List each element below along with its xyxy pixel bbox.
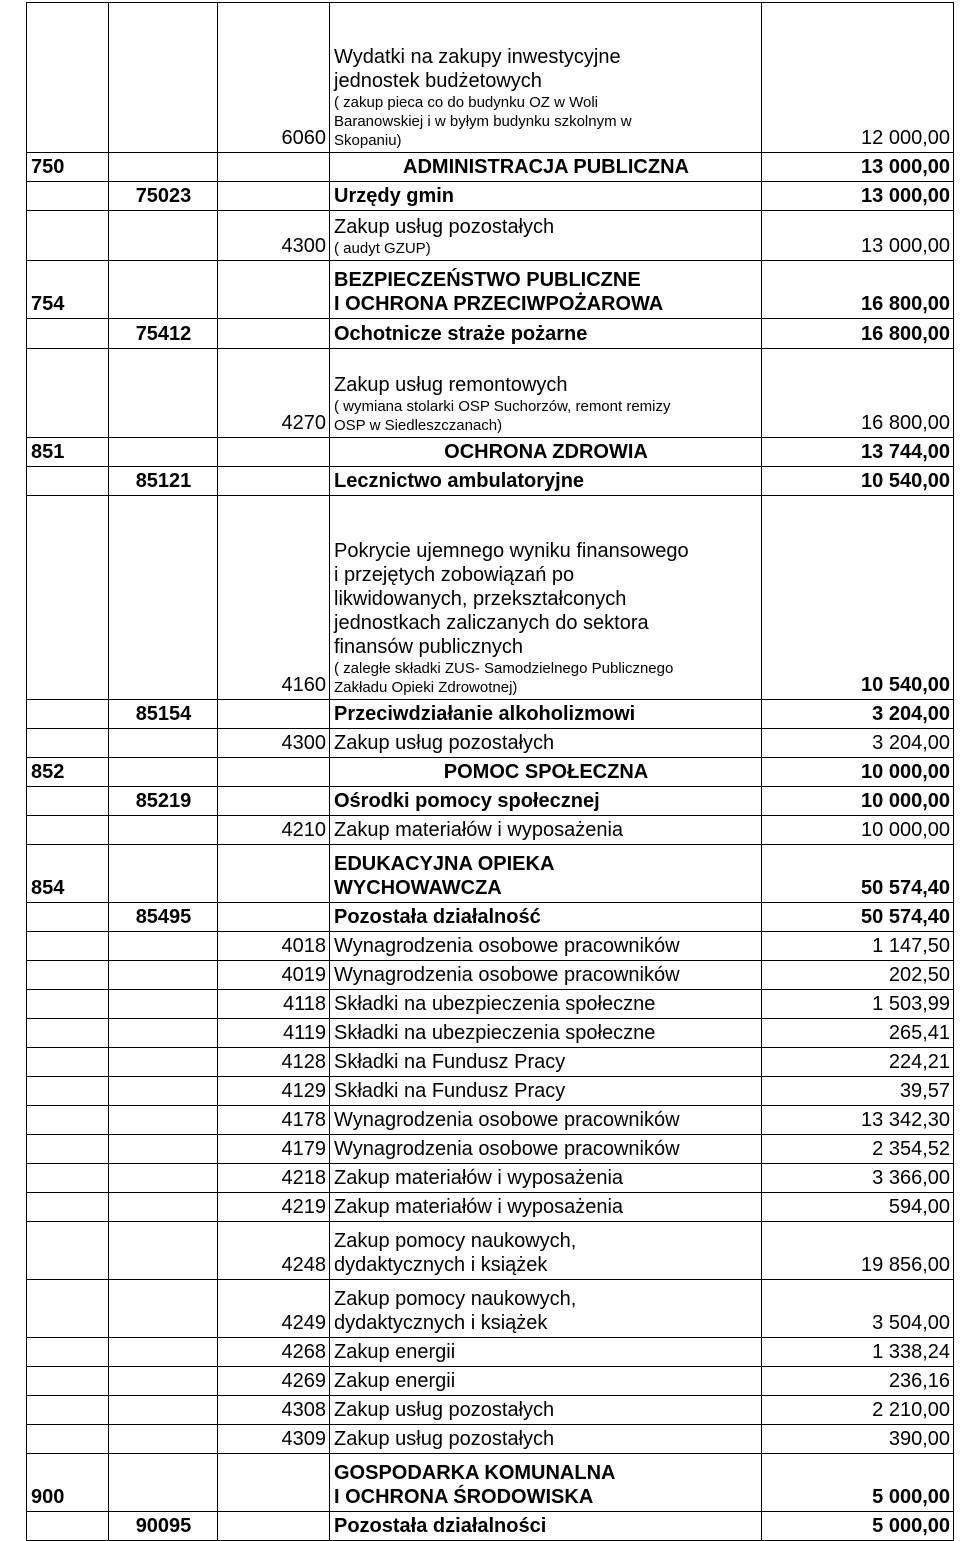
cell-paragraf xyxy=(218,1512,330,1541)
description-line: Zakup pomocy naukowych, xyxy=(334,1230,577,1252)
cell-opis xyxy=(330,349,762,438)
table-row xyxy=(27,787,954,816)
description-line: Wynagrodzenia osobowe pracowników xyxy=(334,1138,680,1160)
cell-paragraf xyxy=(218,758,330,787)
cell-opis xyxy=(330,1077,762,1106)
cell-rozdzial xyxy=(109,961,218,990)
cell-paragraf: 4018 xyxy=(218,932,330,961)
table-row xyxy=(27,467,954,496)
description-line: Składki na ubezpieczenia społeczne xyxy=(334,1022,656,1044)
cell-kwota: 13 342,30 xyxy=(762,1106,954,1135)
description-line: EDUKACYJNA OPIEKA xyxy=(334,853,555,875)
cell-opis xyxy=(330,1425,762,1454)
description-line xyxy=(334,349,758,373)
description-line: likwidowanych, przekształconych xyxy=(334,588,627,610)
description-line: jednostek budżetowych xyxy=(334,70,542,92)
table-row xyxy=(27,1425,954,1454)
table-row xyxy=(27,261,954,319)
cell-opis xyxy=(330,1338,762,1367)
cell-kwota: 13 744,00 xyxy=(762,438,954,467)
cell-rozdzial xyxy=(109,261,218,319)
cell-paragraf xyxy=(218,700,330,729)
cell-paragraf: 4129 xyxy=(218,1077,330,1106)
cell-dzial xyxy=(27,1077,109,1106)
cell-kwota: 2 210,00 xyxy=(762,1396,954,1425)
cell-opis xyxy=(330,845,762,903)
cell-dzial xyxy=(27,729,109,758)
table-row xyxy=(27,903,954,932)
cell-dzial xyxy=(27,903,109,932)
description-line: Wynagrodzenia osobowe pracowników xyxy=(334,1109,680,1131)
cell-dzial: 900 xyxy=(27,1454,109,1512)
table-row xyxy=(27,845,954,903)
cell-rozdzial xyxy=(109,496,218,700)
cell-dzial xyxy=(27,990,109,1019)
cell-kwota: 16 800,00 xyxy=(762,261,954,319)
cell-opis xyxy=(330,990,762,1019)
cell-paragraf xyxy=(218,903,330,932)
cell-opis xyxy=(330,1454,762,1512)
cell-kwota: 13 000,00 xyxy=(762,153,954,182)
cell-kwota: 10 000,00 xyxy=(762,758,954,787)
description-line: Wydatki na zakupy inwestycyjne xyxy=(334,46,621,68)
cell-opis xyxy=(330,903,762,932)
cell-kwota: 1 503,99 xyxy=(762,990,954,1019)
cell-opis xyxy=(330,261,762,319)
description-line: BEZPIECZEŃSTWO PUBLICZNE xyxy=(334,269,641,291)
cell-rozdzial: 90095 xyxy=(109,1512,218,1541)
cell-rozdzial xyxy=(109,816,218,845)
cell-kwota: 16 800,00 xyxy=(762,319,954,349)
table-row xyxy=(27,1077,954,1106)
cell-dzial xyxy=(27,700,109,729)
cell-opis xyxy=(330,182,762,211)
description-line: finansów publicznych xyxy=(334,636,523,658)
cell-paragraf: 4178 xyxy=(218,1106,330,1135)
cell-rozdzial xyxy=(109,1048,218,1077)
cell-opis xyxy=(330,1193,762,1222)
cell-rozdzial xyxy=(109,758,218,787)
cell-kwota: 236,16 xyxy=(762,1367,954,1396)
cell-rozdzial xyxy=(109,1164,218,1193)
cell-paragraf xyxy=(218,153,330,182)
cell-opis xyxy=(330,1222,762,1280)
cell-paragraf: 4218 xyxy=(218,1164,330,1193)
cell-kwota: 265,41 xyxy=(762,1019,954,1048)
cell-dzial xyxy=(27,1193,109,1222)
cell-dzial: 851 xyxy=(27,438,109,467)
cell-opis xyxy=(330,961,762,990)
cell-kwota: 16 800,00 xyxy=(762,349,954,438)
description-note: ( wymiana stolarki OSP Suchorzów, remont remizy xyxy=(334,398,671,415)
cell-paragraf: 4019 xyxy=(218,961,330,990)
description-note: ( zaległe składki ZUS- Samodzielnego Publicznego xyxy=(334,660,674,677)
description-line: Składki na Fundusz Pracy xyxy=(334,1051,566,1073)
cell-kwota: 1 147,50 xyxy=(762,932,954,961)
cell-kwota: 3 204,00 xyxy=(762,729,954,758)
cell-dzial xyxy=(27,1106,109,1135)
table-row xyxy=(27,1396,954,1425)
cell-opis xyxy=(330,438,762,467)
cell-paragraf xyxy=(218,787,330,816)
cell-opis xyxy=(330,758,762,787)
cell-dzial xyxy=(27,1512,109,1541)
description-line: Ośrodki pomocy społecznej xyxy=(334,790,600,812)
table-body xyxy=(27,3,954,1541)
cell-opis xyxy=(330,467,762,496)
cell-paragraf: 4249 xyxy=(218,1280,330,1338)
table-row xyxy=(27,153,954,182)
cell-opis xyxy=(330,211,762,261)
cell-paragraf: 4309 xyxy=(218,1425,330,1454)
description-line: ADMINISTRACJA PUBLICZNA xyxy=(403,156,689,178)
description-line: dydaktycznych i książek xyxy=(334,1254,548,1276)
description-line: Składki na ubezpieczenia społeczne xyxy=(334,993,656,1015)
table-row xyxy=(27,182,954,211)
description-line: POMOC SPOŁECZNA xyxy=(443,761,649,783)
cell-opis xyxy=(330,1106,762,1135)
cell-dzial xyxy=(27,961,109,990)
cell-dzial: 852 xyxy=(27,758,109,787)
description-line: dydaktycznych i książek xyxy=(334,1312,548,1334)
cell-kwota: 10 540,00 xyxy=(762,496,954,700)
table-row xyxy=(27,319,954,349)
cell-kwota: 50 574,40 xyxy=(762,903,954,932)
cell-opis xyxy=(330,700,762,729)
cell-dzial xyxy=(27,816,109,845)
cell-kwota: 13 000,00 xyxy=(762,211,954,261)
cell-paragraf: 4308 xyxy=(218,1396,330,1425)
cell-kwota: 5 000,00 xyxy=(762,1454,954,1512)
cell-rozdzial xyxy=(109,438,218,467)
description-line: Wynagrodzenia osobowe pracowników xyxy=(334,964,680,986)
cell-opis xyxy=(330,1135,762,1164)
cell-paragraf: 4270 xyxy=(218,349,330,438)
cell-rozdzial xyxy=(109,1135,218,1164)
cell-kwota: 224,21 xyxy=(762,1048,954,1077)
cell-kwota: 3 504,00 xyxy=(762,1280,954,1338)
cell-dzial xyxy=(27,932,109,961)
cell-opis xyxy=(330,1512,762,1541)
cell-kwota: 10 000,00 xyxy=(762,816,954,845)
cell-paragraf: 4248 xyxy=(218,1222,330,1280)
table-row xyxy=(27,1193,954,1222)
cell-opis xyxy=(330,816,762,845)
cell-rozdzial: 85495 xyxy=(109,903,218,932)
cell-paragraf: 4128 xyxy=(218,1048,330,1077)
cell-kwota: 13 000,00 xyxy=(762,182,954,211)
cell-rozdzial xyxy=(109,3,218,153)
description-line: WYCHOWAWCZA xyxy=(334,877,502,899)
cell-kwota: 50 574,40 xyxy=(762,845,954,903)
cell-rozdzial: 85121 xyxy=(109,467,218,496)
description-line: GOSPODARKA KOMUNALNA xyxy=(334,1462,616,1484)
description-line: Wynagrodzenia osobowe pracowników xyxy=(334,935,680,957)
table-row xyxy=(27,349,954,438)
cell-rozdzial xyxy=(109,729,218,758)
cell-dzial xyxy=(27,787,109,816)
description-note: Skopaniu) xyxy=(334,132,402,149)
description-line: Zakup usług pozostałych xyxy=(334,1399,555,1421)
table-row xyxy=(27,816,954,845)
cell-dzial: 854 xyxy=(27,845,109,903)
cell-rozdzial xyxy=(109,932,218,961)
description-line: Przeciwdziałanie alkoholizmowi xyxy=(334,703,636,725)
cell-paragraf: 4179 xyxy=(218,1135,330,1164)
cell-rozdzial: 85219 xyxy=(109,787,218,816)
cell-paragraf: 4300 xyxy=(218,729,330,758)
cell-dzial xyxy=(27,1164,109,1193)
cell-opis xyxy=(330,1019,762,1048)
cell-dzial xyxy=(27,1396,109,1425)
cell-dzial xyxy=(27,1135,109,1164)
cell-rozdzial: 85154 xyxy=(109,700,218,729)
cell-dzial xyxy=(27,319,109,349)
description-note: OSP w Siedleszczanach) xyxy=(334,417,503,434)
description-line: Pozostała działalność xyxy=(334,906,541,928)
cell-paragraf xyxy=(218,319,330,349)
cell-paragraf: 4119 xyxy=(218,1019,330,1048)
table-row xyxy=(27,932,954,961)
table-row xyxy=(27,211,954,261)
table-row xyxy=(27,1367,954,1396)
description-line: Składki na Fundusz Pracy xyxy=(334,1080,566,1102)
cell-rozdzial xyxy=(109,153,218,182)
cell-kwota: 39,57 xyxy=(762,1077,954,1106)
cell-rozdzial xyxy=(109,211,218,261)
table-row xyxy=(27,438,954,467)
cell-rozdzial xyxy=(109,1106,218,1135)
description-line: Zakup energii xyxy=(334,1370,456,1392)
cell-paragraf: 4118 xyxy=(218,990,330,1019)
description-line: I OCHRONA ŚRODOWISKA xyxy=(334,1486,594,1508)
cell-dzial: 750 xyxy=(27,153,109,182)
cell-dzial xyxy=(27,1367,109,1396)
cell-rozdzial xyxy=(109,1019,218,1048)
cell-rozdzial: 75023 xyxy=(109,182,218,211)
cell-kwota: 5 000,00 xyxy=(762,1512,954,1541)
cell-paragraf xyxy=(218,467,330,496)
cell-dzial xyxy=(27,211,109,261)
cell-rozdzial xyxy=(109,1222,218,1280)
cell-rozdzial xyxy=(109,1193,218,1222)
cell-dzial: 754 xyxy=(27,261,109,319)
table-row xyxy=(27,3,954,153)
cell-kwota: 3 204,00 xyxy=(762,700,954,729)
cell-rozdzial xyxy=(109,845,218,903)
description-line: Urzędy gmin xyxy=(334,185,455,207)
cell-dzial xyxy=(27,1280,109,1338)
cell-dzial xyxy=(27,1019,109,1048)
cell-opis xyxy=(330,496,762,700)
description-note: Zakładu Opieki Zdrowotnej) xyxy=(334,679,518,696)
description-line: Pokrycie ujemnego wyniku finansowego xyxy=(334,540,689,562)
cell-kwota: 202,50 xyxy=(762,961,954,990)
table-row xyxy=(27,1280,954,1338)
cell-opis xyxy=(330,1164,762,1193)
description-note: ( audyt GZUP) xyxy=(334,240,431,257)
cell-rozdzial xyxy=(109,990,218,1019)
cell-paragraf xyxy=(218,261,330,319)
cell-opis xyxy=(330,1367,762,1396)
cell-kwota: 1 338,24 xyxy=(762,1338,954,1367)
table-row xyxy=(27,1454,954,1512)
table-row xyxy=(27,700,954,729)
cell-paragraf: 6060 xyxy=(218,3,330,153)
cell-rozdzial xyxy=(109,1425,218,1454)
description-line: I OCHRONA PRZECIWPOŻAROWA xyxy=(334,293,664,315)
description-line: Zakup usług pozostałych xyxy=(334,216,555,238)
cell-kwota: 594,00 xyxy=(762,1193,954,1222)
cell-dzial xyxy=(27,496,109,700)
cell-dzial xyxy=(27,182,109,211)
description-line: OCHRONA ZDROWIA xyxy=(444,441,648,463)
description-line: Ochotnicze straże pożarne xyxy=(334,323,588,345)
description-line: Zakup usług remontowych xyxy=(334,374,568,396)
cell-rozdzial xyxy=(109,1280,218,1338)
table-row xyxy=(27,729,954,758)
table-row xyxy=(27,961,954,990)
cell-rozdzial xyxy=(109,1077,218,1106)
description-line: Zakup pomocy naukowych, xyxy=(334,1288,577,1310)
table-row xyxy=(27,1222,954,1280)
cell-rozdzial xyxy=(109,1367,218,1396)
description-line: Lecznictwo ambulatoryjne xyxy=(334,470,585,492)
table-row xyxy=(27,1135,954,1164)
budget-expenditure-table xyxy=(26,2,954,1541)
cell-opis xyxy=(330,1396,762,1425)
description-line: i przejętych zobowiązań po xyxy=(334,564,575,586)
description-note: ( zakup pieca co do budynku OZ w Woli xyxy=(334,94,599,111)
cell-paragraf: 4269 xyxy=(218,1367,330,1396)
cell-paragraf: 4160 xyxy=(218,496,330,700)
table-row xyxy=(27,1019,954,1048)
table-row xyxy=(27,1512,954,1541)
cell-opis xyxy=(330,3,762,153)
cell-opis xyxy=(330,729,762,758)
table-row xyxy=(27,1048,954,1077)
description-line: Zakup materiałów i wyposażenia xyxy=(334,819,624,841)
cell-dzial xyxy=(27,349,109,438)
cell-dzial xyxy=(27,467,109,496)
cell-rozdzial xyxy=(109,1396,218,1425)
cell-dzial xyxy=(27,1048,109,1077)
cell-opis xyxy=(330,319,762,349)
cell-paragraf: 4300 xyxy=(218,211,330,261)
description-line: Zakup usług pozostałych xyxy=(334,1428,555,1450)
cell-paragraf xyxy=(218,1454,330,1512)
cell-kwota: 390,00 xyxy=(762,1425,954,1454)
cell-dzial xyxy=(27,1338,109,1367)
table-row xyxy=(27,990,954,1019)
cell-opis xyxy=(330,1048,762,1077)
cell-paragraf xyxy=(218,182,330,211)
cell-paragraf: 4268 xyxy=(218,1338,330,1367)
cell-opis xyxy=(330,153,762,182)
cell-kwota: 10 540,00 xyxy=(762,467,954,496)
cell-opis xyxy=(330,1280,762,1338)
cell-rozdzial: 75412 xyxy=(109,319,218,349)
cell-kwota: 3 366,00 xyxy=(762,1164,954,1193)
cell-dzial xyxy=(27,1425,109,1454)
description-line: Pozostała działalności xyxy=(334,1515,547,1537)
cell-paragraf xyxy=(218,845,330,903)
cell-kwota: 12 000,00 xyxy=(762,3,954,153)
cell-paragraf xyxy=(218,438,330,467)
cell-kwota: 19 856,00 xyxy=(762,1222,954,1280)
cell-paragraf: 4210 xyxy=(218,816,330,845)
cell-rozdzial xyxy=(109,349,218,438)
description-note: Baranowskiej i w byłym budynku szkolnym w xyxy=(334,113,632,130)
cell-paragraf: 4219 xyxy=(218,1193,330,1222)
cell-kwota: 10 000,00 xyxy=(762,787,954,816)
description-line: Zakup energii xyxy=(334,1341,456,1363)
description-line: Zakup materiałów i wyposażenia xyxy=(334,1167,624,1189)
cell-dzial xyxy=(27,1222,109,1280)
table-row xyxy=(27,496,954,700)
description-line: Zakup materiałów i wyposażenia xyxy=(334,1196,624,1218)
cell-rozdzial xyxy=(109,1338,218,1367)
cell-kwota: 2 354,52 xyxy=(762,1135,954,1164)
description-line: jednostkach zaliczanych do sektora xyxy=(334,612,649,634)
cell-opis xyxy=(330,787,762,816)
cell-opis xyxy=(330,932,762,961)
table-row xyxy=(27,758,954,787)
cell-dzial xyxy=(27,3,109,153)
cell-rozdzial xyxy=(109,1454,218,1512)
description-line: Zakup usług pozostałych xyxy=(334,732,555,754)
table-row xyxy=(27,1164,954,1193)
table-row xyxy=(27,1338,954,1367)
table-row xyxy=(27,1106,954,1135)
